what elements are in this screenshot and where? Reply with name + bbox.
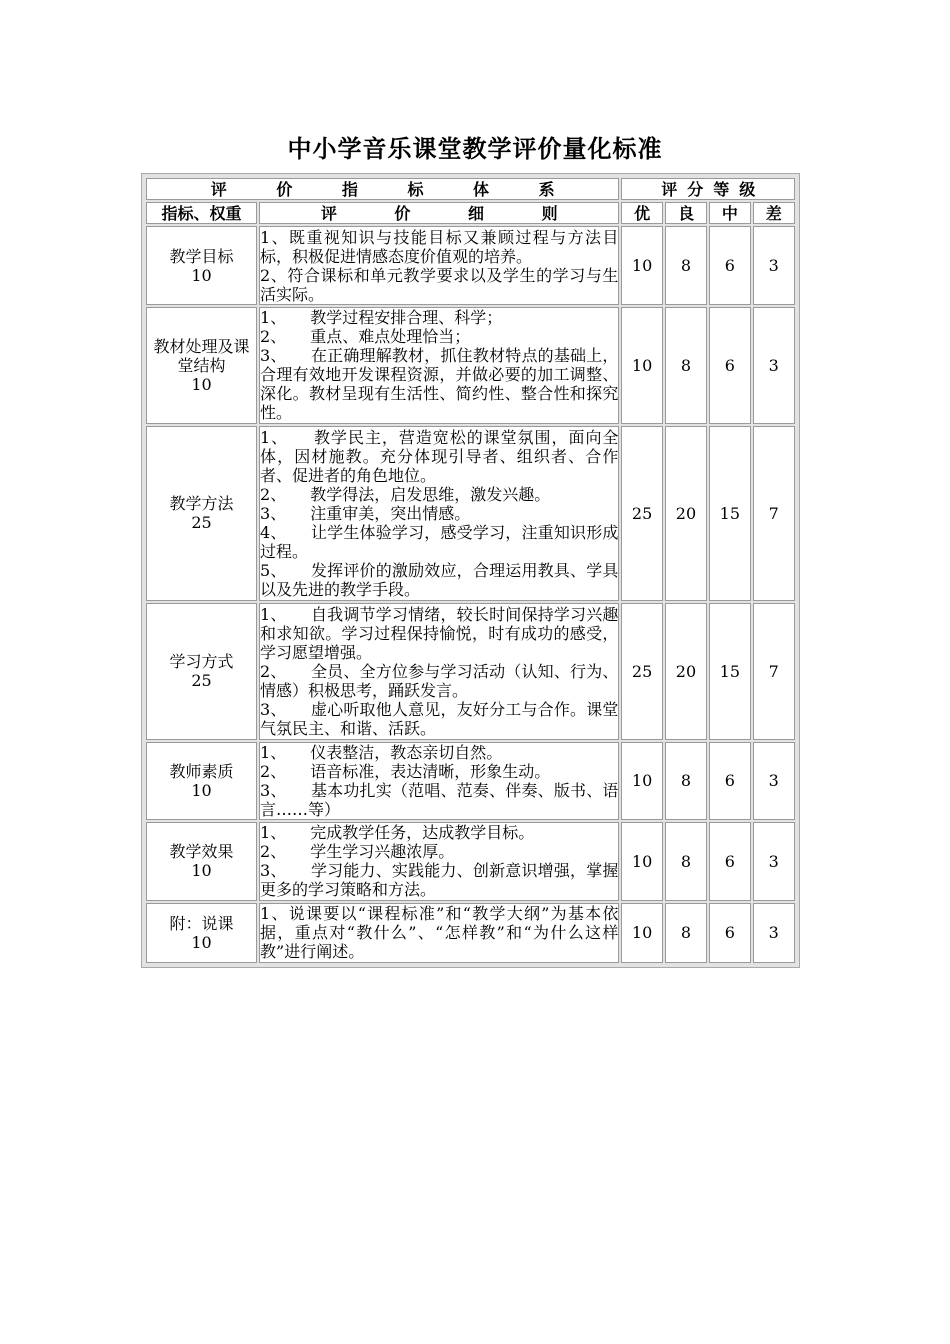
detail-item: 2、 重点、难点处理恰当； [260, 327, 471, 347]
indicator-cell [146, 603, 257, 740]
score-fair: 6 [709, 742, 750, 821]
detail-cell [259, 822, 619, 901]
detail-cell [259, 603, 619, 740]
table-row [146, 742, 795, 821]
score-good: 8 [665, 822, 707, 901]
table-row [146, 822, 795, 901]
detail-item: 1、 教学过程安排合理、科学； [260, 308, 503, 328]
indicator-cell [146, 226, 257, 305]
score-fair: 15 [709, 603, 750, 740]
score-good: 8 [665, 307, 707, 424]
score-fair: 6 [709, 903, 750, 963]
detail-item: 2、 语音标准，表达清晰，形象生动。 [260, 761, 551, 781]
indicator-name: 教材处理及课堂结构 [153, 336, 250, 375]
indicator-name: 附：说课 [169, 913, 234, 933]
indicator-name: 学习方式 [169, 652, 234, 672]
score-good: 20 [665, 603, 707, 740]
score-excellent: 10 [621, 226, 662, 305]
indicator-name: 教学效果 [169, 842, 234, 862]
indicator-name: 教学目标 [169, 246, 234, 266]
evaluation-table-frame [141, 173, 800, 968]
detail-item: 1、 自我调节学习情绪，较长时间保持学习兴趣和求知欲。学习过程保持愉悦，时有成功的感受，学习愿望增强。 [260, 604, 619, 662]
score-good: 8 [665, 742, 707, 821]
detail-item: 3、 注重审美，突出情感。 [260, 503, 471, 523]
detail-item: 1、 完成教学任务，达成教学目标。 [260, 823, 535, 843]
score-fair: 6 [709, 307, 750, 424]
detail-item: 2、 全员、全方位参与学习活动（认知、行为、情感）积极思考，踊跃发言。 [260, 661, 619, 700]
indicator-name: 教师素质 [169, 761, 234, 781]
indicator-name: 教学方法 [169, 494, 234, 514]
score-fair: 6 [709, 226, 750, 305]
detail-item: 3、 在正确理解教材，抓住教材特点的基础上，合理有效地开发课程资源，并做必要的加工调整、深化。教材呈现有生活性、简约性、整合性和探究性。 [260, 346, 619, 423]
table-row [146, 307, 795, 424]
score-fair: 15 [709, 426, 750, 601]
detail-item: 3、 学习能力、实践能力、创新意识增强，掌握更多的学习策略和方法。 [260, 861, 619, 900]
detail-cell [259, 307, 619, 424]
detail-item: 3、 虚心听取他人意见，友好分工与合作。课堂气氛民主、和谐、活跃。 [260, 699, 619, 738]
table-row [146, 226, 795, 305]
detail-item: 1、说课要以“课程标准”和“教学大纲”为基本依据，重点对“教什么”、“怎样教”和“为什么这样教”进行阐述。 [260, 904, 619, 962]
score-excellent: 10 [621, 903, 662, 963]
score-good: 20 [665, 426, 707, 601]
detail-item: 1、 教学民主，营造宽松的课堂氛围，面向全体，因材施教。充分体现引导者、组织者、合作者、促进者的角色地位。 [260, 427, 619, 485]
score-excellent: 10 [621, 742, 662, 821]
score-poor: 3 [753, 903, 795, 963]
detail-item: 4、 让学生体验学习，感受学习，注重知识形成过程。 [260, 522, 619, 561]
detail-item: 5、 发挥评价的激励效应，合理运用教具、学具以及先进的教学手段。 [260, 560, 619, 599]
score-good: 8 [665, 226, 707, 305]
score-poor: 3 [753, 822, 795, 901]
table-row [146, 426, 795, 601]
indicator-cell [146, 822, 257, 901]
header-level-excellent: 优 [621, 202, 662, 224]
score-poor: 7 [753, 426, 795, 601]
indicator-cell [146, 426, 257, 601]
indicator-weight: 10 [191, 932, 212, 952]
evaluation-table [144, 176, 797, 965]
detail-item: 1、 仪表整洁，教态亲切自然。 [260, 742, 503, 762]
header-level-poor: 差 [753, 202, 795, 224]
table-row [146, 603, 795, 740]
detail-item: 2、符合课标和单元教学要求以及学生的学习与生活实际。 [260, 265, 619, 304]
header-detail: 评 价 细 则 [259, 202, 619, 224]
detail-item: 2、 教学得法，启发思维，激发兴趣。 [260, 484, 551, 504]
indicator-weight: 25 [191, 671, 212, 691]
indicator-weight: 10 [191, 374, 212, 394]
score-good: 8 [665, 903, 707, 963]
indicator-cell [146, 903, 257, 963]
score-excellent: 10 [621, 822, 662, 901]
header-row-top [146, 178, 795, 200]
indicator-weight: 25 [191, 513, 212, 533]
indicator-cell [146, 307, 257, 424]
detail-cell [259, 226, 619, 305]
score-poor: 7 [753, 603, 795, 740]
header-level-fair: 中 [709, 202, 750, 224]
header-level-good: 良 [665, 202, 707, 224]
score-poor: 3 [753, 742, 795, 821]
detail-cell [259, 742, 619, 821]
detail-item: 1、既重视知识与技能目标又兼顾过程与方法目标，积极促进情感态度价值观的培养。 [260, 227, 619, 266]
detail-cell [259, 426, 619, 601]
score-excellent: 10 [621, 307, 662, 424]
detail-cell [259, 903, 619, 963]
detail-item: 3、 基本功扎实（范唱、范奏、伴奏、版书、语言……等） [260, 780, 619, 819]
page-title: 中小学音乐课堂教学评价量化标准 [287, 135, 663, 163]
table-row [146, 903, 795, 963]
indicator-cell [146, 742, 257, 821]
score-excellent: 25 [621, 426, 662, 601]
indicator-weight: 10 [191, 265, 212, 285]
score-fair: 6 [709, 822, 750, 901]
score-poor: 3 [753, 307, 795, 424]
header-grade: 评分等级 [621, 178, 795, 200]
indicator-weight: 10 [191, 861, 212, 881]
score-poor: 3 [753, 226, 795, 305]
score-excellent: 25 [621, 603, 662, 740]
indicator-weight: 10 [191, 780, 212, 800]
header-system: 评 价 指 标 体 系 [146, 178, 619, 200]
header-indicator: 指标、权重 [146, 202, 257, 224]
header-row-sub [146, 202, 795, 224]
detail-item: 2、 学生学习兴趣浓厚。 [260, 842, 455, 862]
